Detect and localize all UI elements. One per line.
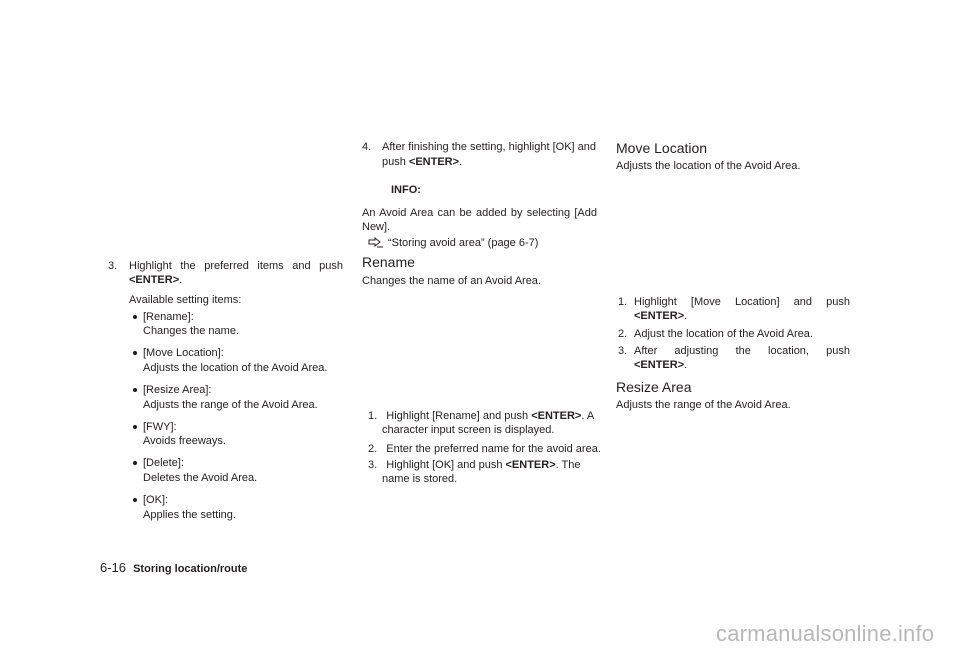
rename-step-2 — [368, 442, 601, 456]
move-step-3-number: 3. — [618, 345, 628, 357]
step-number: 3. — [368, 459, 378, 471]
move-step-3-text: After adjusting the location, push — [634, 345, 850, 357]
info-text-line2: New]. — [362, 221, 391, 233]
move-step-2-text: Adjust the location of the Avoid Area. — [634, 328, 813, 340]
item-ok-desc: Applies the setting. — [143, 509, 236, 521]
period: . — [459, 156, 463, 168]
step-4-text: After finishing the setting, highlight [OK] and — [382, 141, 597, 153]
step-3-text: Highlight the preferred items and push — [129, 260, 343, 272]
move-location-description: Adjusts the location of the Avoid Area. — [616, 160, 801, 172]
step-number: 1. — [368, 410, 378, 422]
rename-step-1 — [368, 409, 594, 423]
watermark-text: carmanualsonline.info — [716, 621, 935, 646]
step-text-end: . A — [581, 410, 595, 422]
enter-key: <ENTER> — [634, 359, 685, 371]
step-4-enter-line — [382, 155, 462, 169]
move-location-heading: Move Location — [616, 140, 708, 156]
enter-key: <ENTER> — [531, 410, 582, 422]
item-resize-area-desc: Adjusts the range of the Avoid Area. — [143, 399, 318, 411]
move-step-3-enter-line — [634, 358, 687, 372]
step-3-number: 3. — [108, 260, 118, 272]
item-rename-desc: Changes the name. — [143, 325, 240, 337]
section-title: Storing location/route — [133, 563, 248, 575]
step-text: Enter the preferred name for the avoid area. — [386, 443, 601, 455]
item-ok-label: [OK]: — [143, 494, 169, 506]
info-label: INFO: — [391, 184, 421, 196]
period: . — [684, 359, 688, 371]
enter-key: <ENTER> — [129, 274, 180, 286]
enter-key: <ENTER> — [505, 459, 556, 471]
info-reference — [368, 236, 538, 250]
item-delete-desc: Deletes the Avoid Area. — [143, 472, 258, 484]
step-4-number: 4. — [362, 141, 372, 153]
resize-area-description: Adjusts the range of the Avoid Area. — [616, 399, 791, 411]
step-3-enter-line — [129, 273, 182, 287]
period: . — [684, 310, 688, 322]
move-step-1-enter-line — [634, 309, 687, 323]
rename-heading: Rename — [362, 254, 415, 270]
move-step-2-number: 2. — [618, 328, 628, 340]
rename-step-1-line2: character input screen is displayed. — [382, 424, 555, 436]
item-fwy-desc: Avoids freeways. — [143, 435, 226, 447]
rename-description: Changes the name of an Avoid Area. — [362, 275, 541, 287]
step-text: Highlight [OK] and push — [386, 459, 503, 471]
item-delete-label: [Delete]: — [143, 457, 184, 469]
period: . — [179, 274, 183, 286]
move-step-1-text: Highlight [Move Location] and push — [634, 296, 850, 308]
move-step-1-number: 1. — [618, 296, 628, 308]
step-number: 2. — [368, 443, 378, 455]
rename-step-3 — [368, 458, 581, 472]
page-number: 6-16 — [100, 560, 127, 575]
item-fwy-label: [FWY]: — [143, 421, 177, 433]
reference-text: “Storing avoid area” (page 6-7) — [388, 237, 539, 249]
enter-key: <ENTER> — [408, 156, 460, 168]
available-items-label: Available setting items: — [129, 294, 242, 306]
page-reference-icon — [368, 237, 384, 249]
resize-area-heading: Resize Area — [616, 379, 692, 395]
step-text: Highlight [Rename] and push — [386, 410, 529, 422]
push-word: push — [382, 156, 406, 168]
rename-step-3-line2: name is stored. — [382, 473, 458, 485]
item-resize-area-label: [Resize Area]: — [143, 384, 212, 396]
enter-key: <ENTER> — [634, 310, 685, 322]
item-rename-label: [Rename]: — [143, 311, 194, 323]
info-text-line1: An Avoid Area can be added by selecting [Add — [362, 207, 597, 219]
page-footer — [100, 561, 247, 576]
item-move-location-label: [Move Location]: — [143, 347, 224, 359]
item-move-location-desc: Adjusts the location of the Avoid Area. — [143, 362, 328, 374]
step-text-end: . The — [555, 459, 581, 471]
